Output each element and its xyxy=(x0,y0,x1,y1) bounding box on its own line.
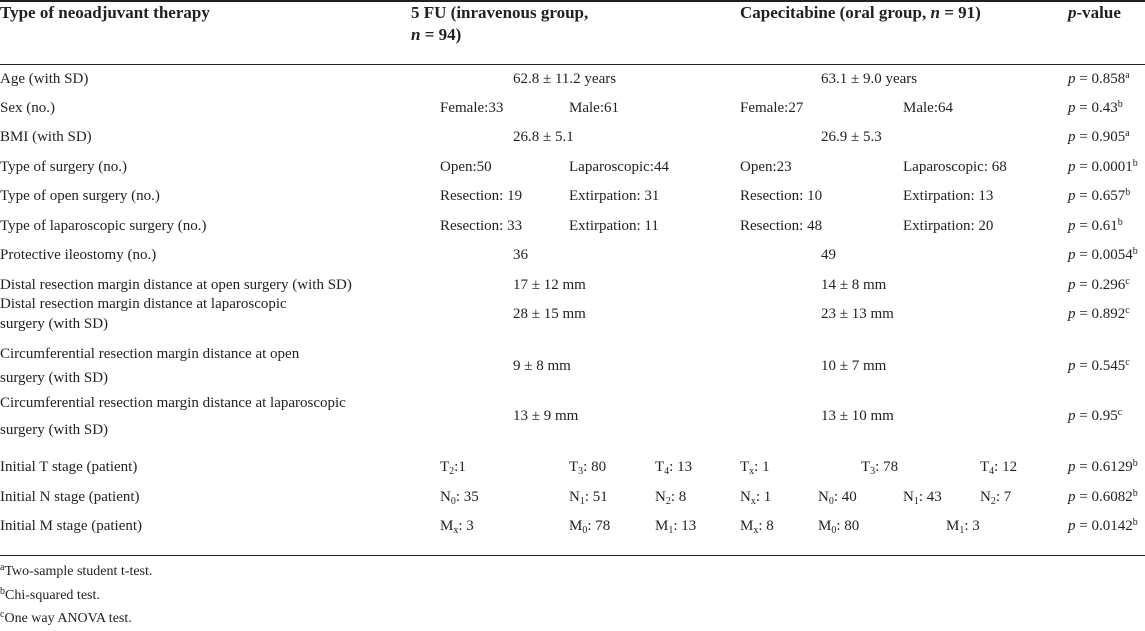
stage-subscript: 2 xyxy=(665,496,671,507)
p-value xyxy=(1068,487,1138,507)
p-value-footnote-mark: b xyxy=(1132,488,1138,499)
cell-5fu-a: Female:33 xyxy=(440,100,504,116)
cell-capecitabine-b: Male:64 xyxy=(903,100,953,116)
p-value-footnote-mark: b xyxy=(1117,217,1123,228)
cell-capecitabine: 14 ± 8 mm xyxy=(821,277,887,293)
cell-5fu-b: Male:61 xyxy=(569,100,619,116)
stage-letter: N xyxy=(740,489,751,505)
p-symbol: p xyxy=(1068,247,1076,263)
p-value xyxy=(1068,186,1130,206)
cell-capecitabine: 49 xyxy=(821,247,836,263)
stage-cell xyxy=(946,516,980,536)
stage-count: : 80 xyxy=(583,459,607,475)
cell-5fu: 62.8 ± 11.2 years xyxy=(513,71,617,87)
p-symbol: p xyxy=(1068,518,1076,534)
stage-count: : 1 xyxy=(755,489,772,505)
stage-subscript: 1 xyxy=(668,525,674,536)
cell-capecitabine-b: Extirpation: 20 xyxy=(903,218,994,234)
p-value-footnote-mark: c xyxy=(1125,357,1130,368)
row-label: Sex (no.) xyxy=(0,100,55,116)
p-value-text: = 0.892 xyxy=(1075,306,1126,322)
stage-count: : 51 xyxy=(584,489,608,505)
stage-letter: T xyxy=(980,459,990,475)
cell-capecitabine-a: Female:27 xyxy=(740,100,804,116)
row-label: BMI (with SD) xyxy=(0,129,92,145)
header-capecitabine xyxy=(740,2,981,23)
stage-subscript: 4 xyxy=(989,466,995,477)
stage-cell xyxy=(569,487,608,507)
stage-letter: T xyxy=(655,459,665,475)
stage-count: : 78 xyxy=(875,459,899,475)
bottom-rule xyxy=(0,555,1145,556)
stage-count: : 7 xyxy=(995,489,1012,505)
cell-capecitabine: 26.9 ± 5.3 xyxy=(821,129,882,145)
stage-cell xyxy=(440,516,474,536)
stage-count: : 80 xyxy=(836,518,860,534)
stage-subscript: 0 xyxy=(582,525,588,536)
cell-capecitabine: 13 ± 10 mm xyxy=(821,408,894,424)
p-symbol: p xyxy=(1068,459,1076,475)
p-value-text: = 0.6129 xyxy=(1075,459,1133,475)
p-value-text: = 0.43 xyxy=(1075,100,1118,116)
stage-subscript: x xyxy=(753,525,759,536)
stage-subscript: x xyxy=(453,525,459,536)
stage-letter: T xyxy=(440,459,450,475)
p-value-footnote-mark: c xyxy=(1125,276,1130,287)
p-symbol: p xyxy=(1068,489,1076,505)
p-value-footnote-mark: a xyxy=(1125,70,1130,81)
cell-5fu-b: Laparoscopic:44 xyxy=(569,159,669,175)
header-5fu-line2 xyxy=(411,24,461,45)
row-label: Type of laparoscopic surgery (no.) xyxy=(0,218,207,234)
stage-subscript: 4 xyxy=(664,466,670,477)
stage-count: : 40 xyxy=(833,489,857,505)
cell-5fu: 13 ± 9 mm xyxy=(513,408,579,424)
stage-cell xyxy=(740,457,770,477)
cell-5fu: 36 xyxy=(513,247,528,263)
p-symbol: p xyxy=(1068,218,1076,234)
stage-letter: T xyxy=(740,459,750,475)
p-value xyxy=(1068,275,1130,295)
row-label: Initial T stage (patient) xyxy=(0,459,138,475)
row-label: Initial N stage (patient) xyxy=(0,489,140,505)
cell-5fu-a: Resection: 33 xyxy=(440,218,523,234)
p-value-text: = 0.6082 xyxy=(1075,489,1133,505)
p-value-footnote-mark: c xyxy=(1117,407,1123,418)
cell-capecitabine: 63.1 ± 9.0 years xyxy=(821,71,918,87)
p-value xyxy=(1068,245,1138,265)
p-value xyxy=(1068,457,1138,477)
cell-capecitabine-b: Laparoscopic: 68 xyxy=(903,159,1007,175)
header-5fu-line1: 5 FU (inravenous group, xyxy=(411,3,589,22)
stage-cell xyxy=(740,487,771,507)
row-label-cont: surgery (with SD) xyxy=(0,370,109,386)
stage-cell xyxy=(569,516,610,536)
row-label: Age (with SD) xyxy=(0,71,89,87)
p-symbol: p xyxy=(1068,3,1077,22)
stage-letter: M xyxy=(655,518,669,534)
p-symbol: p xyxy=(1068,188,1076,204)
stage-cell xyxy=(655,457,692,477)
row-label: Protective ileostomy (no.) xyxy=(0,247,157,263)
stage-cell xyxy=(818,487,857,507)
stage-subscript: 3 xyxy=(578,466,584,477)
stage-subscript: 1 xyxy=(959,525,965,536)
header-p-value-suffix: -value xyxy=(1076,3,1121,22)
row-label-cont: surgery (with SD) xyxy=(0,421,109,438)
stage-count: : 13 xyxy=(669,459,693,475)
footnote-mark: b xyxy=(0,586,5,597)
p-value xyxy=(1068,98,1123,118)
p-value-footnote-mark: c xyxy=(1125,305,1130,316)
p-value xyxy=(1068,406,1122,426)
header-therapy-type: Type of neoadjuvant therapy xyxy=(0,3,210,22)
stage-cell xyxy=(440,487,479,507)
stage-subscript: 0 xyxy=(831,525,837,536)
stage-letter: N xyxy=(903,489,914,505)
p-value-footnote-mark: b xyxy=(1132,458,1138,469)
stage-count: : 43 xyxy=(918,489,942,505)
p-symbol: p xyxy=(1068,358,1076,374)
stage-count: :1 xyxy=(454,459,466,475)
stage-cell xyxy=(569,457,606,477)
stage-cell xyxy=(740,516,774,536)
stage-subscript: x xyxy=(750,496,756,507)
stage-subscript: x xyxy=(749,466,755,477)
p-symbol: p xyxy=(1068,71,1076,87)
cell-capecitabine-a: Resection: 10 xyxy=(740,188,823,204)
stage-letter: N xyxy=(569,489,580,505)
cell-capecitabine: 23 ± 13 mm xyxy=(821,306,894,322)
stage-count: : 78 xyxy=(587,518,611,534)
p-value-text: = 0.61 xyxy=(1075,218,1118,234)
cell-capecitabine-a: Resection: 48 xyxy=(740,218,823,234)
stage-cell xyxy=(903,487,942,507)
stage-count: : 13 xyxy=(673,518,697,534)
stage-subscript: 1 xyxy=(913,496,919,507)
footnote-text: Chi-squared test. xyxy=(5,588,100,603)
stage-count: : 35 xyxy=(455,489,479,505)
cell-capecitabine-b: Extirpation: 13 xyxy=(903,188,994,204)
stage-subscript: 2 xyxy=(990,496,996,507)
header-5fu-n: = 94) xyxy=(424,25,462,44)
p-value-footnote-mark: b xyxy=(1132,246,1138,257)
cell-5fu-b: Extirpation: 11 xyxy=(569,218,659,234)
p-value-footnote-mark: b xyxy=(1132,517,1138,528)
cell-5fu: 26.8 ± 5.1 xyxy=(513,129,574,145)
footnote-text: One way ANOVA test. xyxy=(4,611,132,626)
p-symbol: p xyxy=(1068,277,1076,293)
stage-cell xyxy=(980,487,1011,507)
p-value xyxy=(1068,127,1130,147)
p-value xyxy=(1068,304,1130,324)
p-value-footnote-mark: b xyxy=(1117,99,1123,110)
cell-5fu: 28 ± 15 mm xyxy=(513,306,586,322)
footnote-mark: c xyxy=(0,609,5,620)
row-label: Distal resection margin distance at open surgery (with SD) xyxy=(0,277,352,293)
stage-letter: M xyxy=(740,518,754,534)
row-label: Type of open surgery (no.) xyxy=(0,188,160,204)
p-value-text: = 0.0142 xyxy=(1075,518,1133,534)
row-label: Circumferential resection margin distance at open xyxy=(0,346,300,362)
header-capecitabine-text: Capecitabine (oral group, xyxy=(740,3,927,22)
p-value xyxy=(1068,157,1138,177)
row-label: Distal resection margin distance at laparoscopic xyxy=(0,296,287,312)
footnote xyxy=(0,609,132,629)
p-symbol: p xyxy=(1068,129,1076,145)
cell-5fu: 9 ± 8 mm xyxy=(513,358,571,374)
stage-count: : 1 xyxy=(754,459,770,475)
cell-5fu: 17 ± 12 mm xyxy=(513,277,586,293)
header-rule xyxy=(0,64,1145,65)
stage-cell xyxy=(980,457,1017,477)
row-label: Circumferential resection margin distance at laparoscopic xyxy=(0,394,346,411)
row-label-cont: surgery (with SD) xyxy=(0,316,109,332)
row-label: Type of surgery (no.) xyxy=(0,159,127,175)
n-symbol: n xyxy=(930,3,940,22)
p-value-text: = 0.296 xyxy=(1075,277,1126,293)
n-symbol: n xyxy=(411,25,421,44)
footnote-text: Two-sample student t-test. xyxy=(4,564,153,579)
stage-subscript: 0 xyxy=(828,496,834,507)
stage-letter: M xyxy=(818,518,832,534)
header-capecitabine-n: = 91) xyxy=(944,3,981,22)
footnote-mark: a xyxy=(0,562,5,573)
stage-count: : 8 xyxy=(758,518,774,534)
stage-letter: T xyxy=(861,459,871,475)
p-value-text: = 0.905 xyxy=(1075,129,1126,145)
stage-subscript: 0 xyxy=(450,496,456,507)
stage-subscript: 3 xyxy=(870,466,876,477)
cell-5fu-a: Resection: 19 xyxy=(440,188,523,204)
stage-cell xyxy=(655,516,696,536)
p-value-text: = 0.858 xyxy=(1075,71,1126,87)
cell-capecitabine-a: Open:23 xyxy=(740,159,792,175)
stage-letter: M xyxy=(569,518,583,534)
stage-letter: M xyxy=(440,518,454,534)
p-value-footnote-mark: b xyxy=(1125,187,1131,198)
p-value xyxy=(1068,69,1130,89)
cell-capecitabine: 10 ± 7 mm xyxy=(821,358,887,374)
stage-letter: N xyxy=(655,489,666,505)
p-value-text: = 0.95 xyxy=(1075,408,1118,424)
stage-subscript: 1 xyxy=(579,496,585,507)
p-value xyxy=(1068,516,1138,536)
cell-5fu-b: Extirpation: 31 xyxy=(569,188,660,204)
stage-letter: M xyxy=(946,518,960,534)
stage-count: : 3 xyxy=(458,518,474,534)
cell-5fu-a: Open:50 xyxy=(440,159,492,175)
p-symbol: p xyxy=(1068,100,1076,116)
footnote xyxy=(0,562,152,582)
stage-count: : 3 xyxy=(964,518,980,534)
p-value-text: = 0.0054 xyxy=(1075,247,1133,263)
p-value xyxy=(1068,216,1123,236)
stage-letter: T xyxy=(569,459,579,475)
header-p-value xyxy=(1068,2,1121,23)
footnote xyxy=(0,586,100,606)
p-value-footnote-mark: a xyxy=(1125,128,1130,139)
p-value xyxy=(1068,356,1130,376)
stage-letter: N xyxy=(980,489,991,505)
p-value-text: = 0.545 xyxy=(1075,358,1126,374)
p-symbol: p xyxy=(1068,408,1076,424)
stage-cell xyxy=(818,516,859,536)
stage-cell xyxy=(440,457,466,477)
stage-count: : 8 xyxy=(670,489,687,505)
p-value-text: = 0.657 xyxy=(1075,188,1126,204)
stage-cell xyxy=(861,457,898,477)
p-value-footnote-mark: b xyxy=(1132,158,1138,169)
p-symbol: p xyxy=(1068,306,1076,322)
stage-count: : 12 xyxy=(994,459,1018,475)
row-label: Initial M stage (patient) xyxy=(0,518,143,534)
p-symbol: p xyxy=(1068,159,1076,175)
p-value-text: = 0.0001 xyxy=(1075,159,1133,175)
stage-letter: N xyxy=(818,489,829,505)
stage-cell xyxy=(655,487,686,507)
stage-letter: N xyxy=(440,489,451,505)
stage-subscript: 2 xyxy=(449,466,455,477)
